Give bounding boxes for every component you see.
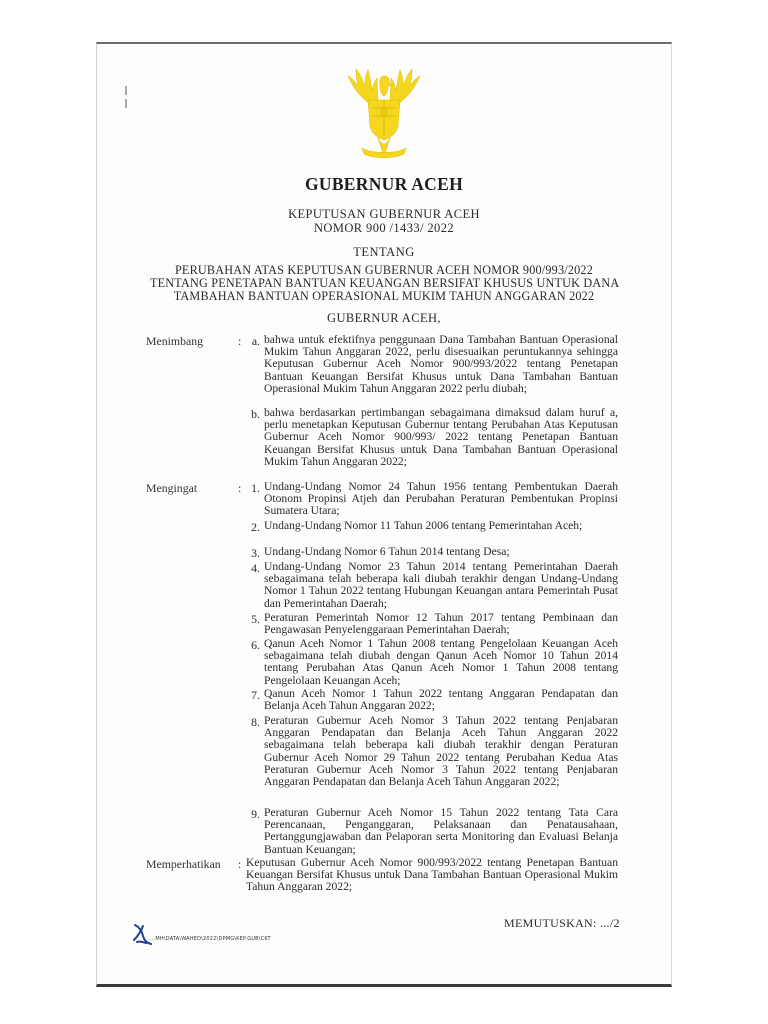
memperhatikan-label: Memperhatikan — [146, 857, 221, 871]
list-marker: a. — [251, 334, 260, 348]
legal-basis-item: Undang-Undang Nomor 6 Tahun 2014 tentang Desa; — [264, 545, 510, 558]
menimbang-label: Menimbang — [146, 334, 204, 348]
legal-basis-item: Peraturan Gubernur Aceh Nomor 15 Tahun 2022 tentang Tata Cara Perencanaan, Penganggaran, Pelaksanaan dan Penatausahaan, Pertanggungjawaban dan Pelaporan serta Monitoring dan Evaluasi Belanja Bantuan Keuangan; — [264, 806, 618, 856]
mengingat-label: Mengingat — [146, 481, 198, 495]
list-marker: 4. — [251, 561, 260, 575]
list-marker: 5. — [251, 612, 260, 626]
list-marker: 3. — [251, 546, 260, 560]
initial-signature-icon — [131, 922, 153, 946]
decree-number: NOMOR 900 /1433/ 2022 — [313, 221, 454, 235]
mengingat-colon: : — [238, 481, 242, 495]
margin-pen-mark — [124, 86, 128, 108]
memperhatikan-colon: : — [238, 857, 242, 871]
menimbang-colon: : — [238, 334, 242, 348]
subject-line: TAMBAHAN BANTUAN OPERASIONAL MUKIM TAHUN ANGGARAN 2022 — [173, 289, 595, 303]
decree-type: KEPUTUSAN GUBERNUR ACEH — [288, 207, 480, 221]
legal-basis-item: Peraturan Pemerintah Nomor 12 Tahun 2017 tentang Pembinaan dan Pengawasan Penyelenggaraan Pemerintahan Daerah; — [264, 611, 618, 637]
legal-basis-item: Peraturan Gubernur Aceh Nomor 3 Tahun 2022 tentang Penjabaran Anggaran Pendapatan dan Belanja Aceh Tahun Anggaran 2022 sebagaimana telah beberapa kali diubah terakhir dengan Peraturan Gubernur Aceh Nomor 29 Tahun 2022 tentang Perubahan Kedua Atas Peraturan Gubernur Aceh Nomor 3 Tahun 2022 tentang Penjabaran Anggaran Pendapatan dan Belanja Aceh Tahun Anggaran 2022; — [264, 714, 618, 789]
decree-subject — [150, 264, 618, 303]
legal-basis-item: Undang-Undang Nomor 23 Tahun 2014 tentang Pemerintahan Daerah sebagaimana telah beberapa kali diubah terakhir dengan Undang-Undang Nomor 1 Tahun 2022 tentang Hubungan Keuangan antara Pemerintah Pusat dan Pemerintahan Daerah; — [264, 560, 618, 610]
continuation-note: MEMUTUSKAN: .../2 — [504, 916, 620, 930]
governor-heading: GUBERNUR ACEH, — [327, 311, 441, 325]
garuda-emblem-icon — [338, 64, 430, 166]
about-heading: TENTANG — [353, 245, 415, 259]
consideration-item: bahwa berdasarkan pertimbangan sebagaimana dimaksud dalam huruf a, perlu menetapkan Keputusan Gubernur tentang Perubahan Atas Keputusan Gubernur Aceh Nomor 900/993/ 2022 tentang Penetapan Bantuan Keuangan Bersifat Khusus untuk Dana Tambahan Bantuan Operasional Mukim Tahun Anggaran 2022; — [264, 406, 618, 468]
legal-basis-item: Undang-Undang Nomor 11 Tahun 2006 tentang Pemerintahan Aceh; — [264, 519, 583, 532]
list-marker: 1. — [251, 481, 260, 495]
consideration-item: bahwa untuk efektifnya penggunaan Dana Tambahan Bantuan Operasional Mukim Tahun Anggaran 2022, perlu disesuaikan peruntukannya sehingga Keputusan Gubernur Aceh Nomor 900/993/2022 tentang Penetapan Bantuan Keuangan Bersifat Khusus untuk Dana Tambahan Bantuan Operasional Mukim Tahun Anggaran 2022 perlu diubah; — [264, 333, 618, 395]
subject-line: PERUBAHAN ATAS KEPUTUSAN GUBERNUR ACEH NOMOR 900/993/2022 — [174, 263, 594, 277]
file-reference-code: ...MH\DATA\WAHED\2022\DPMG\KEP.GUB\CKT — [150, 936, 271, 942]
list-marker: 7. — [251, 688, 260, 702]
list-marker: 8. — [251, 715, 260, 729]
observation-text: Keputusan Gubernur Aceh Nomor 900/993/2022 tentang Penetapan Bantuan Keuangan Bersifat Khusus untuk Dana Tambahan Bantuan Operasional Mukim Tahun Anggaran 2022; — [246, 856, 618, 894]
legal-basis-item: Qanun Aceh Nomor 1 Tahun 2022 tentang Anggaran Pendapatan dan Belanja Aceh Tahun Anggaran 2022; — [264, 687, 618, 713]
list-marker: 9. — [251, 807, 260, 821]
list-marker: 6. — [251, 638, 260, 652]
issuer-title: GUBERNUR ACEH — [304, 174, 464, 194]
list-marker: 2. — [251, 520, 260, 534]
list-marker: b. — [251, 407, 260, 421]
legal-basis-item: Undang-Undang Nomor 24 Tahun 1956 tentang Pembentukan Daerah Otonom Propinsi Atjeh dan Perubahan Peraturan Pembentukan Propinsi Sumatera Utara; — [264, 480, 618, 518]
legal-basis-item: Qanun Aceh Nomor 1 Tahun 2008 tentang Pengelolaan Keuangan Aceh sebagaimana telah diubah dengan Qanun Aceh Nomor 10 Tahun 2014 tentang Perubahan Atas Qanun Aceh Nomor 1 Tahun 2008 tentang Pengelolaan Keuangan Aceh; — [264, 637, 618, 687]
subject-line: TENTANG PENETAPAN BANTUAN KEUANGAN BERSIFAT KHUSUS UNTUK DANA — [150, 276, 620, 290]
